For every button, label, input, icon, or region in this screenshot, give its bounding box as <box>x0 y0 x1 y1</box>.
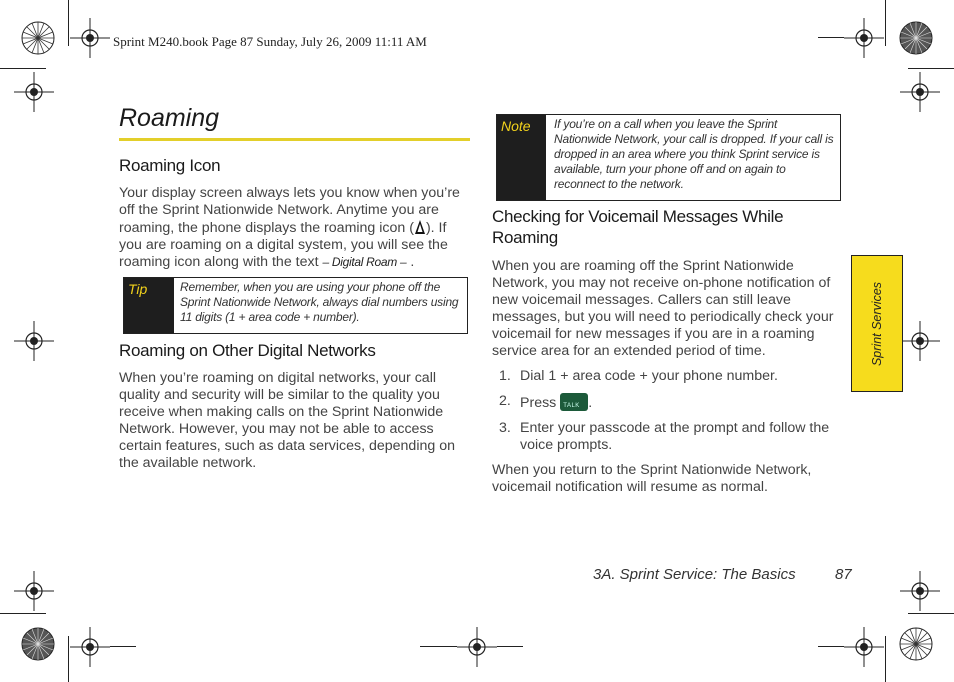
crop-line <box>68 636 69 682</box>
tip-box <box>123 277 468 334</box>
registration-target-icon <box>900 72 940 112</box>
step-item <box>499 368 839 385</box>
crop-line <box>497 646 523 647</box>
color-starburst-icon <box>21 21 55 55</box>
note-label: Note <box>497 115 546 200</box>
registration-target-icon <box>900 571 940 611</box>
roaming-icon-text-2: ). If you are roaming on a digital system, you will see the roaming icon along with the text <box>119 220 448 270</box>
tip-text: Remember, when you are using your phone off the Sprint Nationwide Network, always dial numbers using 11 digits (1 + area code + number). <box>180 280 459 324</box>
dark-starburst-icon <box>21 627 55 661</box>
registration-target-icon <box>70 627 110 667</box>
crop-line <box>818 37 844 38</box>
note-text: If you’re on a call when you leave the Sprint Nationwide Network, your call is dropped. If your call is dropped in an area where you think Sprint service is available, turn your phone off and on again to reconnect to the network. <box>554 117 834 191</box>
roaming-icon-text-1: Your display screen always lets you know when you’re off the Sprint Nationwide Network. Anytime you are roaming, the phone displays the roaming icon ( <box>119 185 460 236</box>
step-number: 3. <box>499 420 511 436</box>
period: . <box>410 254 415 270</box>
page-title: Roaming <box>119 104 220 132</box>
registration-target-icon <box>70 18 110 58</box>
step-number: 1. <box>499 368 511 384</box>
side-tab-label: Sprint Services <box>870 281 884 366</box>
crop-line <box>68 0 69 46</box>
closing-paragraph: When you return to the Sprint Nationwide Network, voicemail notification will resume as normal. <box>492 462 812 495</box>
crop-line <box>110 646 136 647</box>
crop-line <box>420 646 457 647</box>
crop-line <box>908 68 954 69</box>
registration-target-icon <box>457 627 497 667</box>
talk-key-label: TALK <box>563 403 580 409</box>
digital-roam-text: – Digital Roam – <box>322 255 407 269</box>
registration-target-icon <box>844 627 884 667</box>
registration-target-icon <box>14 571 54 611</box>
footer-section-title: 3A. Sprint Service: The Basics <box>593 566 796 583</box>
step-number: 2. <box>499 393 511 409</box>
step-text: Dial 1 + area code + your phone number. <box>520 368 778 384</box>
dark-starburst-icon <box>899 21 933 55</box>
voicemail-paragraph: When you are roaming off the Sprint Nationwide Network, you may not receive on-phone notification of new voicemail messages. Callers can still leave messages, but you will need to periodically check your voicemail for new messages if you are in a roaming service area for an extended period of time. <box>492 258 834 359</box>
crop-line <box>908 613 954 614</box>
registration-target-icon <box>900 321 940 361</box>
note-box <box>496 114 841 201</box>
registration-target-icon <box>14 321 54 361</box>
crop-line <box>885 0 886 46</box>
voicemail-steps <box>499 368 839 454</box>
title-underline <box>119 138 470 141</box>
roaming-icon-paragraph <box>119 185 469 271</box>
crop-line <box>0 68 46 69</box>
color-starburst-icon <box>899 627 933 661</box>
other-networks-heading: Roaming on Other Digital Networks <box>119 341 376 360</box>
registration-target-icon <box>844 18 884 58</box>
step-text: Enter your passcode at the prompt and follow the voice prompts. <box>520 420 830 453</box>
step-item <box>499 420 839 454</box>
print-slug: Sprint M240.book Page 87 Sunday, July 26, 2009 11:11 AM <box>113 34 427 49</box>
step-text: Press <box>520 395 557 411</box>
crop-line <box>885 636 886 682</box>
registration-target-icon <box>14 72 54 112</box>
tip-label: Tip <box>124 278 174 333</box>
crop-line <box>818 646 844 647</box>
roaming-triangle-icon <box>414 219 426 235</box>
roaming-icon-heading: Roaming Icon <box>119 156 221 175</box>
section-side-tab <box>851 255 903 392</box>
step-item: 2. Press TALK . <box>499 393 839 412</box>
voicemail-heading: Checking for Voicemail Messages While Roaming <box>492 207 784 247</box>
other-networks-paragraph: When you’re roaming on digital networks, your call quality and security will be similar to the quality you receive when making calls on the Sprint Nationwide Network. However, you may not be able to access certain features, such as data services, depending on the available network. <box>119 370 455 471</box>
talk-key-icon <box>560 393 588 411</box>
crop-line <box>0 613 46 614</box>
page-number: 87 <box>835 566 852 583</box>
